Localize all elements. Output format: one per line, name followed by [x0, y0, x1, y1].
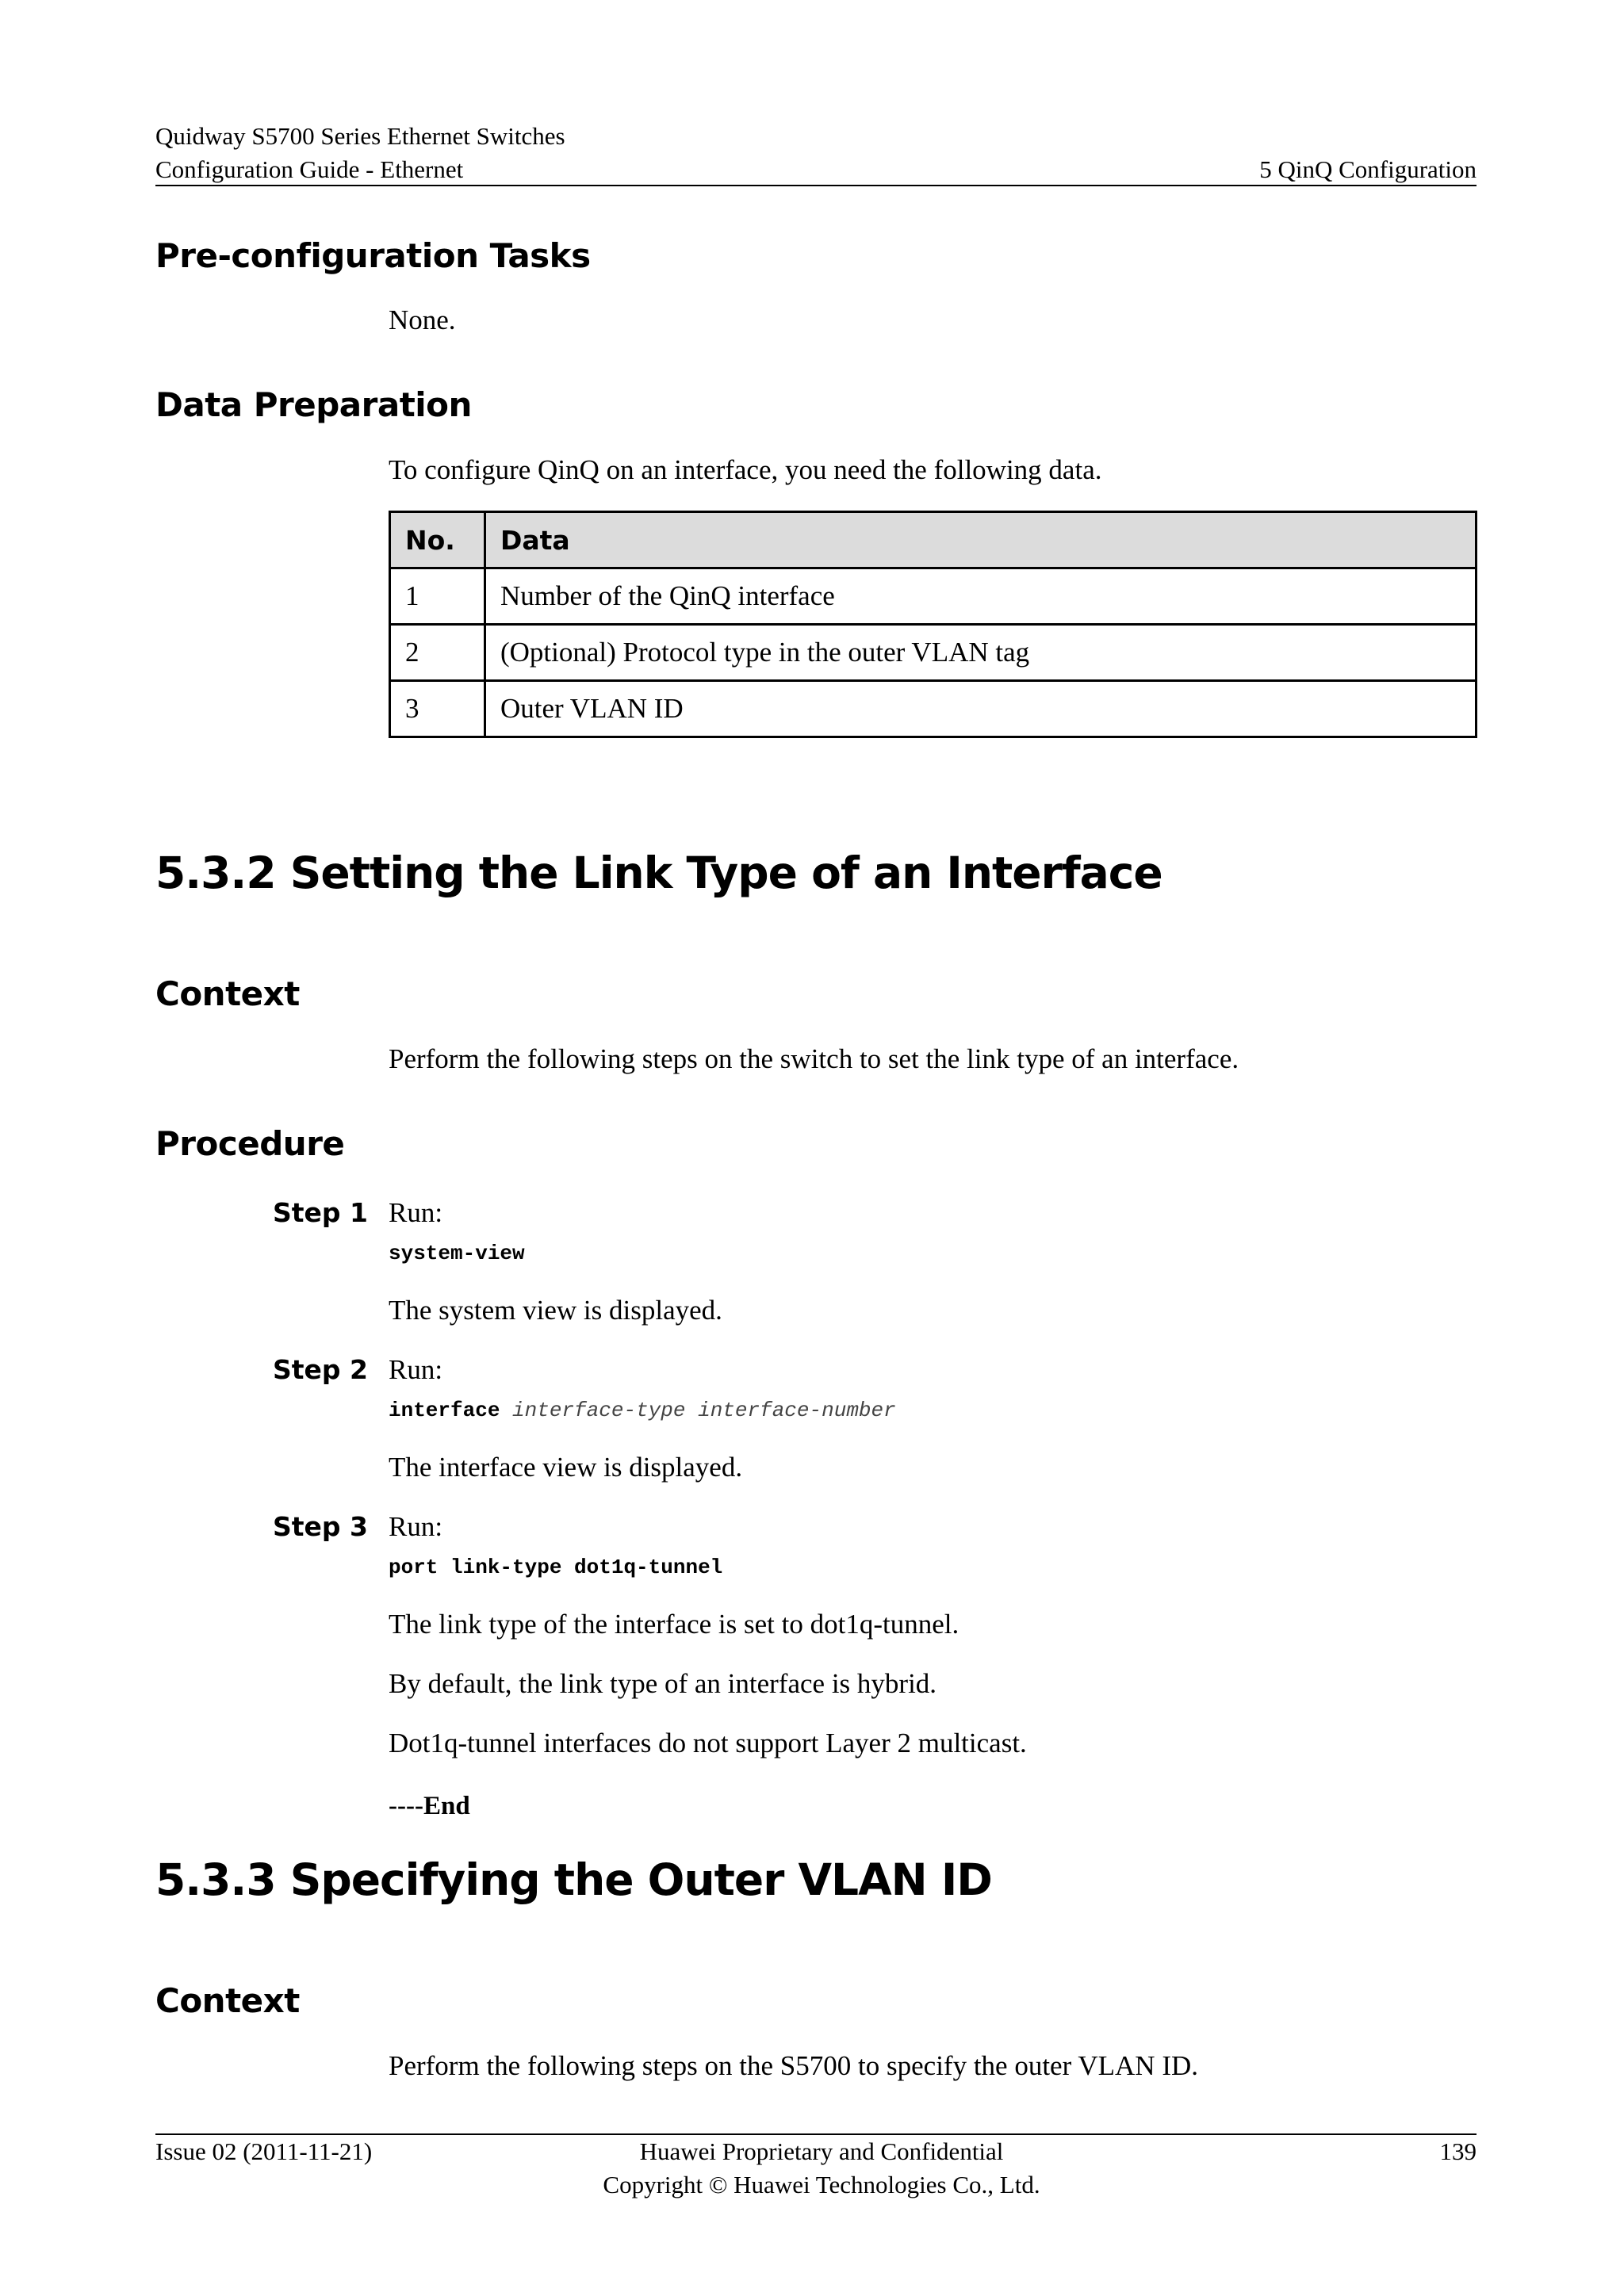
header-doc-title: Quidway S5700 Series Ethernet Switches	[155, 122, 565, 150]
end-marker: ----End	[389, 1792, 470, 1820]
section-533-context-text: Perform the following steps on the S5700 to specify the outer VLAN ID.	[389, 2050, 1198, 2081]
section-533-context-heading: Context	[155, 1981, 300, 2020]
table-row	[390, 625, 1477, 681]
step-2-note: The interface view is displayed.	[389, 1452, 743, 1483]
step-1-label: Step 1	[273, 1197, 368, 1228]
footer-issue: Issue 02 (2011-11-21)	[155, 2137, 373, 2165]
step-3-run: Run:	[389, 1511, 443, 1542]
step-2-command	[389, 1400, 896, 1421]
data-prep-heading: Data Preparation	[155, 385, 472, 424]
table-cell-no: 3	[390, 681, 485, 737]
step-3-note-1: The link type of the interface is set to dot1q-tunnel.	[389, 1609, 959, 1640]
command-keyword: port link-type dot1q-tunnel	[389, 1556, 723, 1579]
procedure-heading: Procedure	[155, 1124, 345, 1163]
step-3-label: Step 3	[273, 1511, 368, 1542]
table-header-data: Data	[485, 512, 1477, 568]
step-3-command	[389, 1557, 722, 1578]
preconfig-heading: Pre-configuration Tasks	[155, 236, 591, 275]
section-533-title: 5.3.3 Specifying the Outer VLAN ID	[155, 1854, 992, 1905]
table-header-no: No.	[390, 512, 485, 568]
section-532-context-text: Perform the following steps on the switch to set the link type of an interface.	[389, 1043, 1239, 1074]
step-1-run: Run:	[389, 1197, 443, 1228]
table-cell-no: 2	[390, 625, 485, 681]
step-1-note: The system view is displayed.	[389, 1295, 722, 1326]
step-2-label: Step 2	[273, 1354, 368, 1385]
footer-rule	[155, 2133, 1477, 2135]
table-row	[390, 681, 1477, 737]
table-row	[390, 568, 1477, 625]
footer-copyright: Copyright © Huawei Technologies Co., Ltd.	[603, 2171, 1040, 2198]
step-3-note-3: Dot1q-tunnel interfaces do not support Layer 2 multicast.	[389, 1728, 1027, 1758]
table-cell-data: Number of the QinQ interface	[485, 568, 1477, 625]
table-header-row	[390, 512, 1477, 568]
table-cell-data: Outer VLAN ID	[485, 681, 1477, 737]
command-keyword: interface	[389, 1399, 500, 1422]
step-3-note-2: By default, the link type of an interface is hybrid.	[389, 1668, 937, 1699]
footer-proprietary: Huawei Proprietary and Confidential	[639, 2137, 1004, 2165]
page-number: 139	[1439, 2137, 1477, 2165]
section-532-context-heading: Context	[155, 974, 300, 1013]
table-cell-no: 1	[390, 568, 485, 625]
data-prep-intro: To configure QinQ on an interface, you need the following data.	[389, 454, 1102, 485]
step-2-run: Run:	[389, 1354, 443, 1385]
table-cell-data: (Optional) Protocol type in the outer VLAN tag	[485, 625, 1477, 681]
data-table	[389, 511, 1477, 738]
preconfig-text: None.	[389, 304, 456, 335]
step-1-command	[389, 1243, 525, 1264]
command-params: interface-type interface-number	[512, 1399, 896, 1422]
header-rule	[155, 185, 1477, 186]
header-chapter: 5 QinQ Configuration	[1259, 155, 1477, 183]
command-keyword: system-view	[389, 1242, 525, 1265]
section-532-title: 5.3.2 Setting the Link Type of an Interface	[155, 848, 1162, 898]
header-guide-title: Configuration Guide - Ethernet	[155, 155, 464, 183]
